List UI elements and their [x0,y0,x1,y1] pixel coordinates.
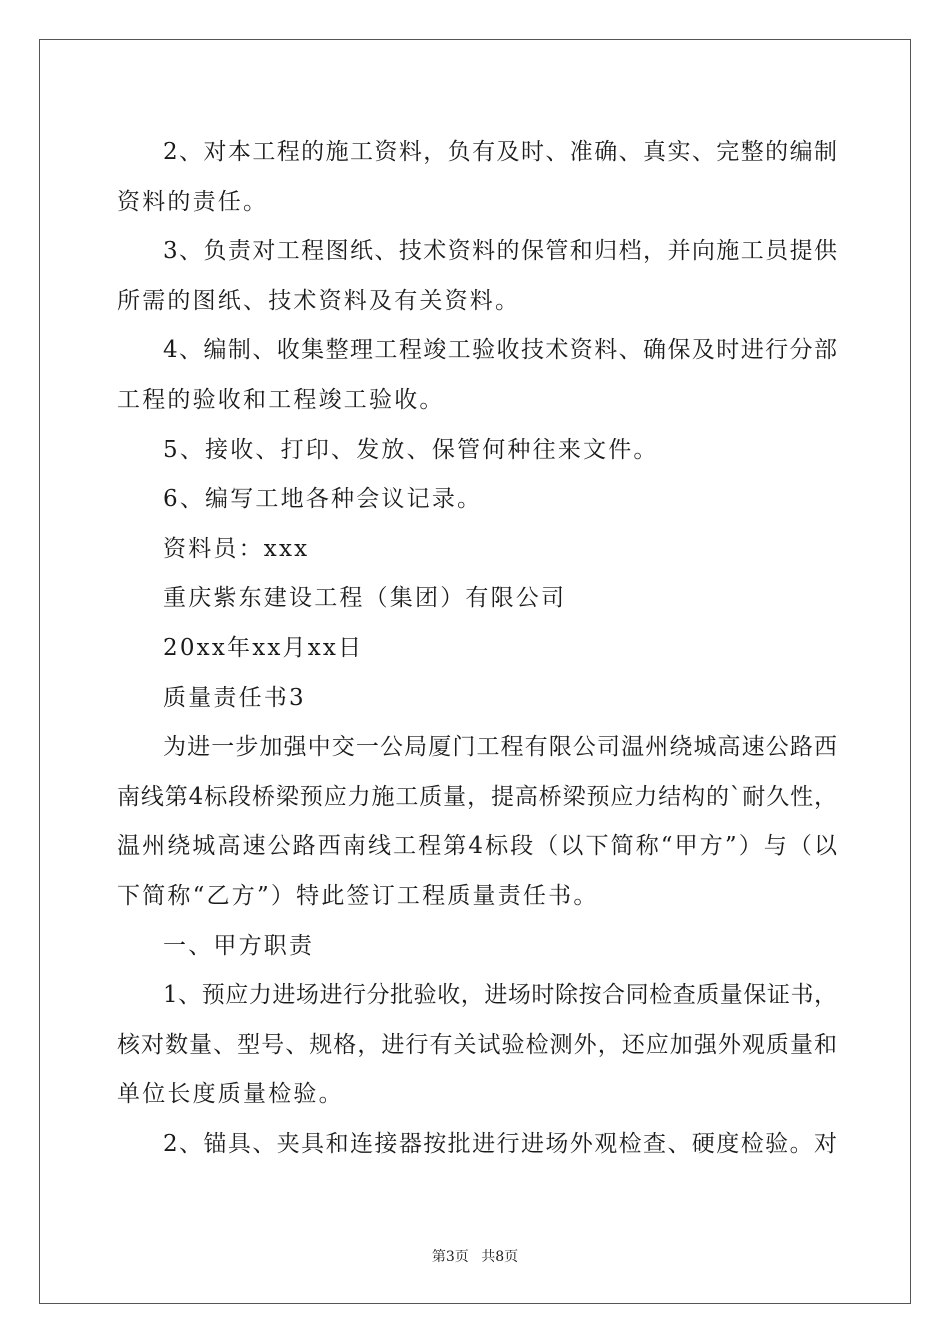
paragraph-line: 6、编写工地各种会议记录。 [163,486,483,513]
paragraph-line: 1、预应力进场进行分批验收，进场时除按合同检查质量保证书， [163,982,837,1009]
paragraph-line: 工程的验收和工程竣工验收。 [117,386,445,413]
paragraph-line: 温州绕城高速公路西南线工程第4标段（以下简称“甲方”）与（以 [117,833,837,860]
page-total: 共8页 [481,1249,519,1265]
section-title: 质量责任书3 [163,684,306,711]
paragraph-line: 3、负责对工程图纸、技术资料的保管和归档，并向施工员提供 [163,238,837,265]
paragraph-line: 核对数量、型号、规格，进行有关试验检测外，还应加强外观质量和 [117,1031,837,1058]
paragraph-line: 5、接收、打印、发放、保管何种往来文件。 [163,436,659,463]
paragraph-line: 资料的责任。 [117,188,269,215]
page-footer [0,1248,950,1266]
date-line: 20xx年xx月xx日 [163,634,364,661]
paragraph-line: 2、锚具、夹具和连接器按批进行进场外观检查、硬度检验。对 [163,1130,837,1157]
document-body [117,128,837,1169]
paragraph-line: 2、对本工程的施工资料，负有及时、准确、真实、完整的编制 [163,139,837,165]
section-heading: 一、甲方职责 [163,932,315,959]
paragraph-line: 4、编制、收集整理工程竣工验收技术资料、确保及时进行分部 [163,337,837,364]
paragraph-line: 为进一步加强中交一公局厦门工程有限公司温州绕城高速公路西 [163,734,837,761]
paragraph-line: 南线第4标段桥梁预应力施工质量，提高桥梁预应力结构的`耐久性， [117,783,837,810]
signatory-line: 资料员：xxx [163,535,310,562]
page-number: 第3页 [431,1249,469,1265]
paragraph-line: 所需的图纸、技术资料及有关资料。 [117,287,521,314]
paragraph-line: 单位长度质量检验。 [117,1081,344,1108]
paragraph-line: 下简称“乙方”）特此签订工程质量责任书。 [117,882,599,909]
company-name: 重庆紫东建设工程（集团）有限公司 [163,585,567,612]
